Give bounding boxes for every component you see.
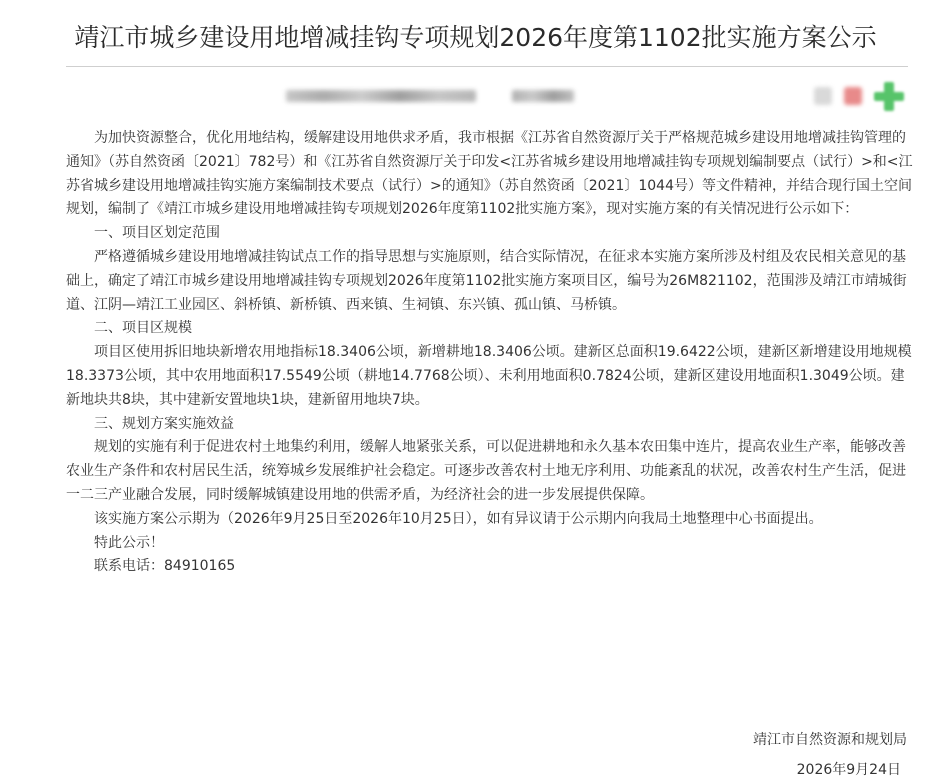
share-red-icon[interactable] — [840, 83, 866, 109]
contact-phone: 联系电话：84910165 — [94, 558, 236, 575]
section-heading-benefits: 三、规划方案实施效益 — [94, 415, 234, 432]
page-title: 靖江市城乡建设用地增减挂钩专项规划2026年度第1102批实施方案公示 — [74, 23, 877, 52]
paragraph-scope: 严格遵循城乡建设用地增减挂钩试点工作的指导思想与实施原则，结合实际情况，在征求本实施方案所涉及村组及农民相关意见的基础上，确定了靖江市城乡建设用地增减挂钩专项规划2026年度第1102批实施方案项目区，编号为26M821102，范围涉及靖江市靖城街道、江阴—靖江工业园区、斜桥镇、新桥镇、西来镇、生祠镇、东兴镇、孤山镇、马桥镇。 — [66, 248, 907, 313]
issuer-signature: 靖江市自然资源和规划局 — [753, 732, 907, 748]
blurred-source-info — [286, 90, 476, 102]
article-body — [66, 127, 914, 579]
title-divider — [66, 66, 908, 67]
meta-info-row — [280, 86, 580, 106]
issue-date: 2026年9月24日 — [796, 762, 901, 778]
share-gray-icon[interactable] — [810, 83, 836, 109]
paragraph-intro: 为加快资源整合，优化用地结构，缓解建设用地供求矛盾，我市根据《江苏省自然资源厅关于严格规范城乡建设用地增减挂钩管理的通知》（苏自然资函〔2021〕782号）和《江苏省自然资源厅关于印发<江苏省城乡建设用地增减挂钩专项规划编制要点（试行）>和<江苏省城乡建设用地增减挂钩实施方案编制技术要点（试行）>的通知》（苏自然资函〔2021〕1044号）等文件精神，并结合现行国土空间规划，编制了《靖江市城乡建设用地增减挂钩专项规划2026年度第1102批实施方案》，现对实施方案的有关情况进行公示如下： — [66, 130, 913, 218]
paragraph-benefits: 规划的实施有利于促进农村土地集约利用，缓解人地紧张关系，可以促进耕地和永久基本农田集中连片，提高农业生产率，能够改善农业生产条件和农村居民生活，统筹城乡发展维护社会稳定。可逐步改善农村土地无序利用、功能紊乱的状况，改善农村生产生活，促进一二三产业融合发展，同时缓解城镇建设用地的供需矛盾，为经济社会的进一步发展提供保障。 — [66, 439, 906, 503]
section-heading-scope: 一、项目区划定范围 — [94, 225, 220, 242]
section-heading-scale: 二、项目区规模 — [94, 320, 192, 337]
paragraph-publicity-period: 该实施方案公示期为（2026年9月25日至2026年10月25日），如有异议请于公示期内向我局土地整理中心书面提出。 — [94, 510, 823, 527]
plus-green-icon[interactable] — [872, 83, 906, 109]
blurred-date-info — [512, 90, 574, 102]
paragraph-scale: 项目区使用拆旧地块新增农用地指标18.3406公顷，新增耕地18.3406公顷。建新区总面积19.6422公顷，建新区新增建设用地规模18.3373公顷，其中农用地面积17.5549公顷（耕地14.7768公顷）、未利用地面积0.7824公顷，建新区建设用地面积1.3049公顷。建新地块共8块，其中建新安置地块1块，建新留用地块7块。 — [66, 344, 912, 408]
paragraph-closing: 特此公示！ — [94, 534, 164, 551]
